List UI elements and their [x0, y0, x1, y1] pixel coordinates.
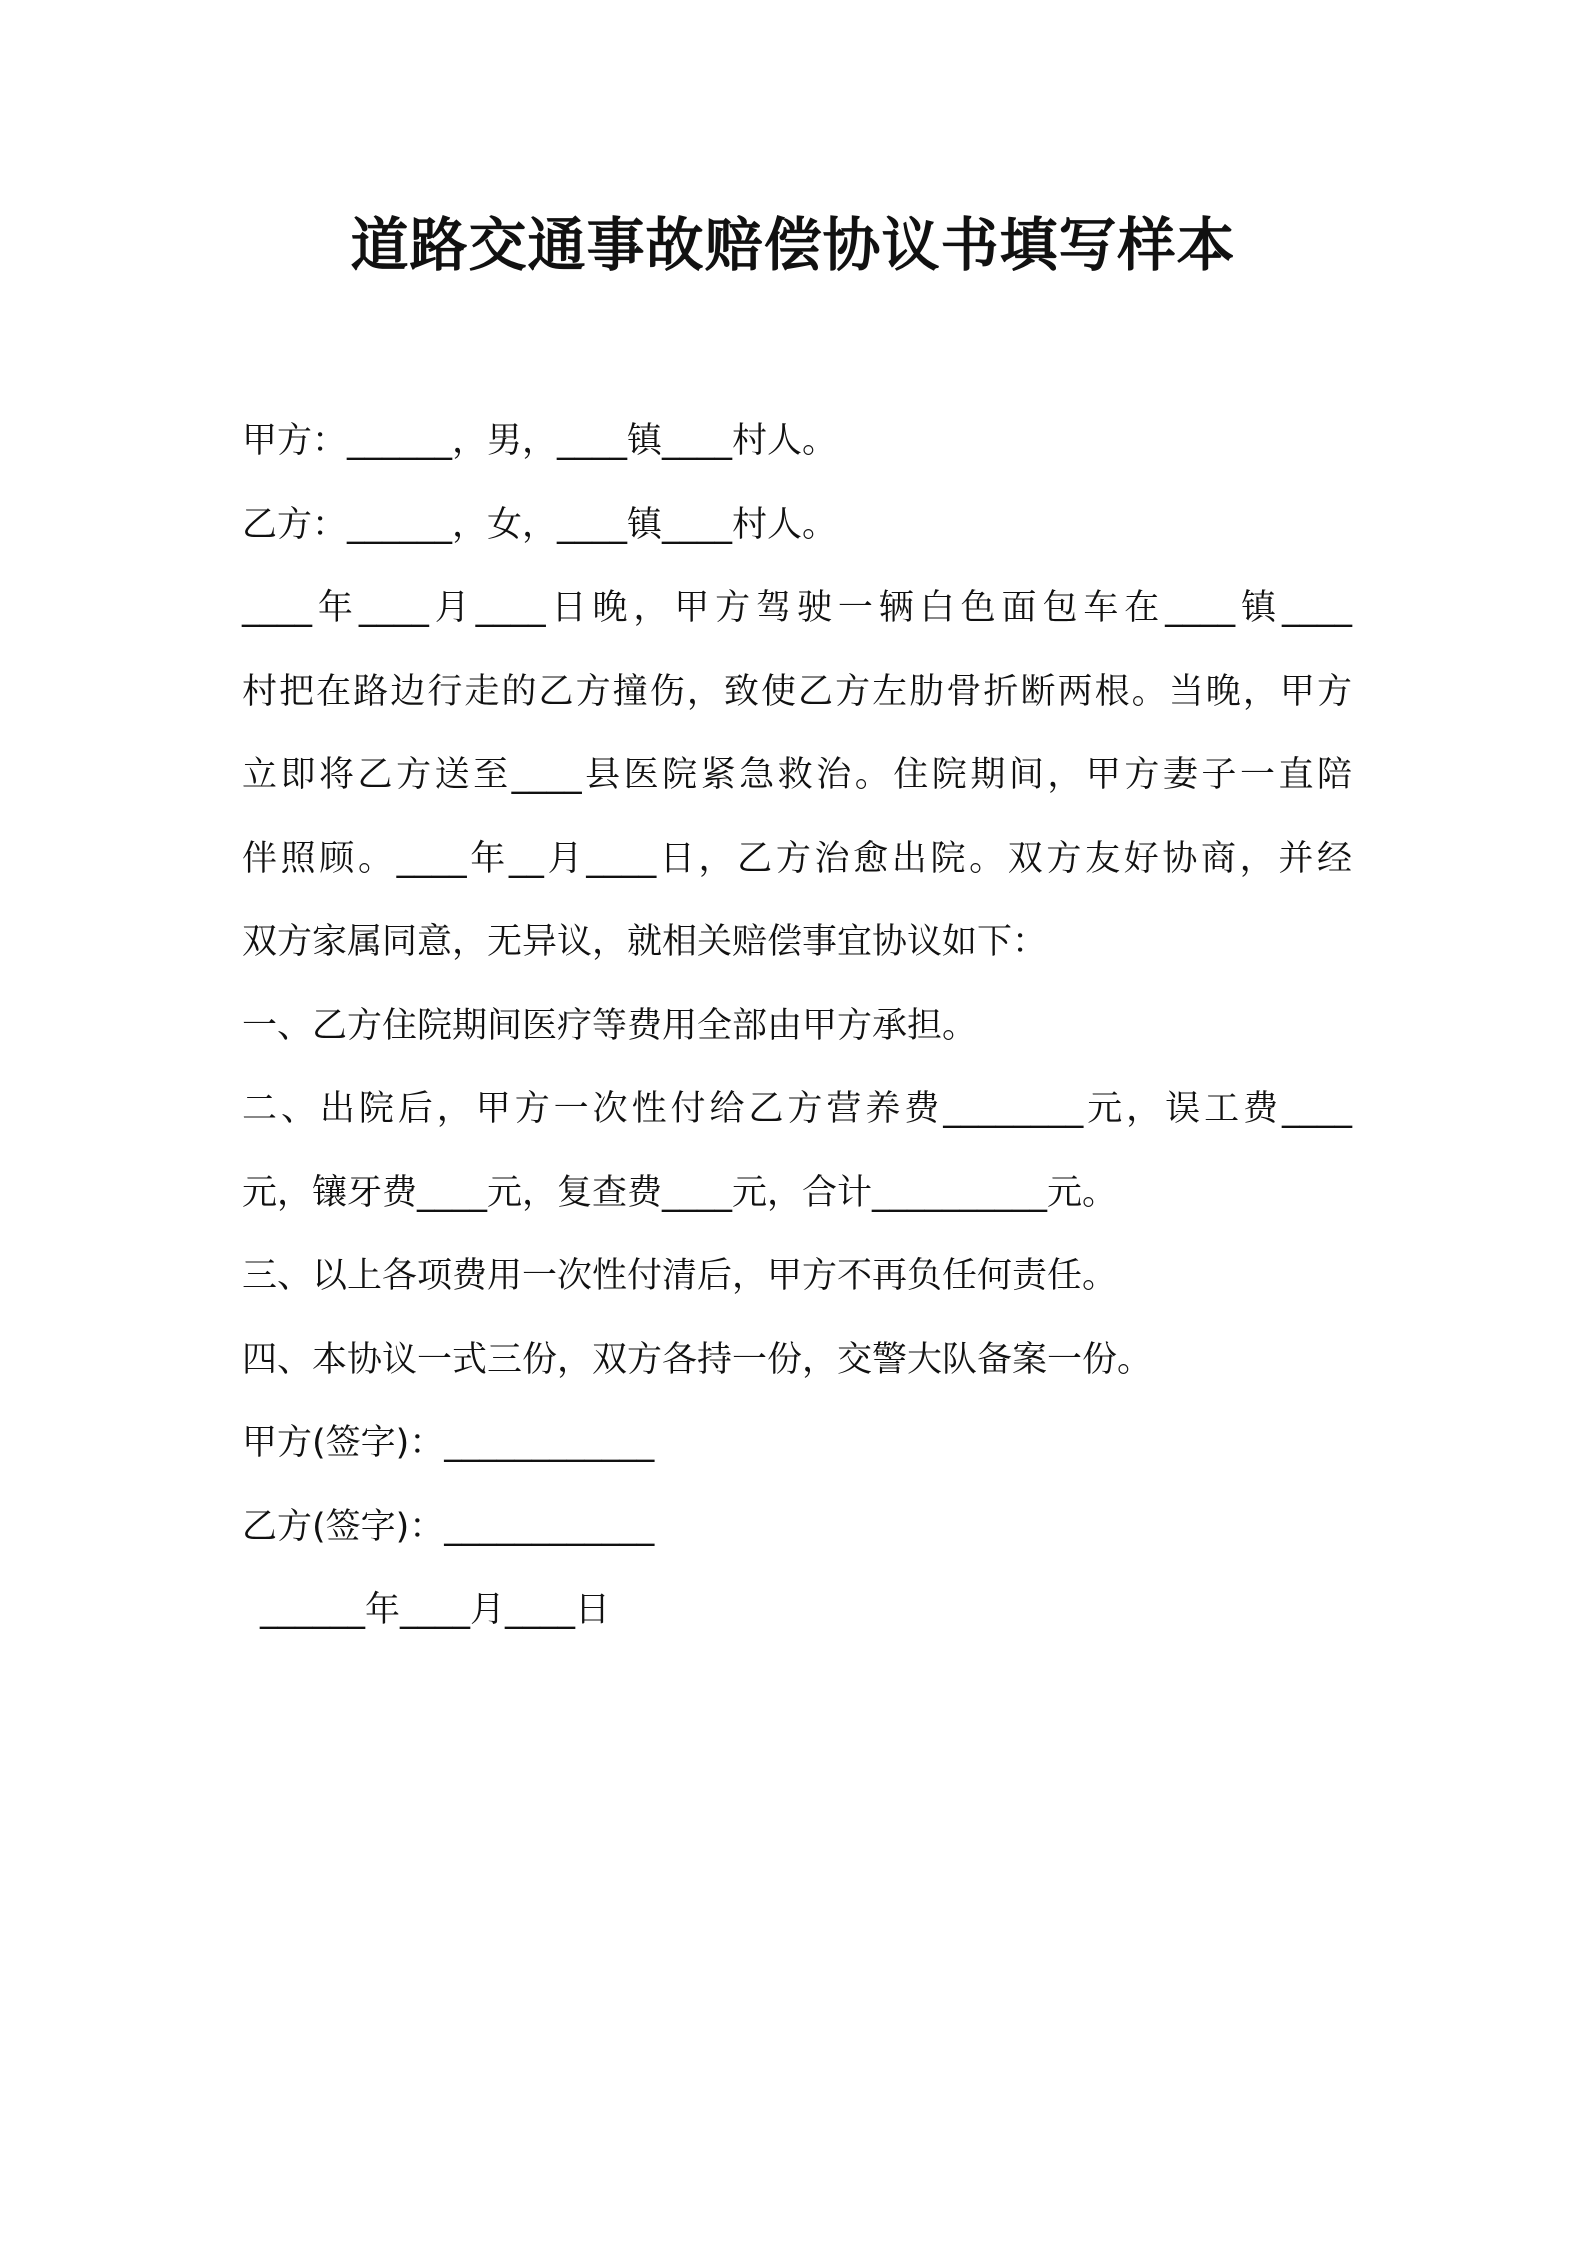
document-title: 道路交通事故赔偿协议书填写样本 — [350, 211, 1236, 279]
party-a-info: 甲方：______，男，____镇____村人。 — [242, 421, 838, 461]
clause-3: 三、以上各项费用一次性付清后，甲方不再负任何责任。 — [242, 1256, 1118, 1296]
party-b-signature: 乙方(签字)：____________ — [242, 1506, 655, 1547]
incident-paragraph-line-1: ____年____月____日晚，甲方驾驶一辆白色面包车在____镇____ — [242, 588, 1352, 628]
clause-2-line-1: 二、出院后，甲方一次性付给乙方营养费________元，误工费____ — [242, 1089, 1352, 1129]
incident-paragraph-line-5: 双方家属同意，无异议，就相关赔偿事宜协议如下： — [242, 922, 1048, 962]
clause-2-line-2: 元，镶牙费____元，复查费____元，合计__________元。 — [242, 1172, 1118, 1213]
document-body — [242, 400, 1352, 1653]
clause-1: 一、乙方住院期间医疗等费用全部由甲方承担。 — [242, 1005, 978, 1046]
incident-paragraph-line-3: 立即将乙方送至____县医院紧急救治。住院期间，甲方妻子一直陪 — [242, 755, 1352, 795]
party-a-signature: 甲方(签字)：____________ — [242, 1423, 655, 1463]
signing-date: ______年____月____日 — [260, 1590, 611, 1630]
incident-paragraph-line-4: 伴照顾。____年__月____日，乙方治愈出院。双方友好协商，并经 — [242, 838, 1352, 879]
clause-4: 四、本协议一式三份，双方各持一份，交警大队备案一份。 — [242, 1339, 1153, 1380]
party-b-info: 乙方：______，女，____镇____村人。 — [242, 504, 838, 545]
incident-paragraph-line-2: 村把在路边行走的乙方撞伤，致使乙方左肋骨折断两根。当晚，甲方 — [242, 671, 1352, 712]
